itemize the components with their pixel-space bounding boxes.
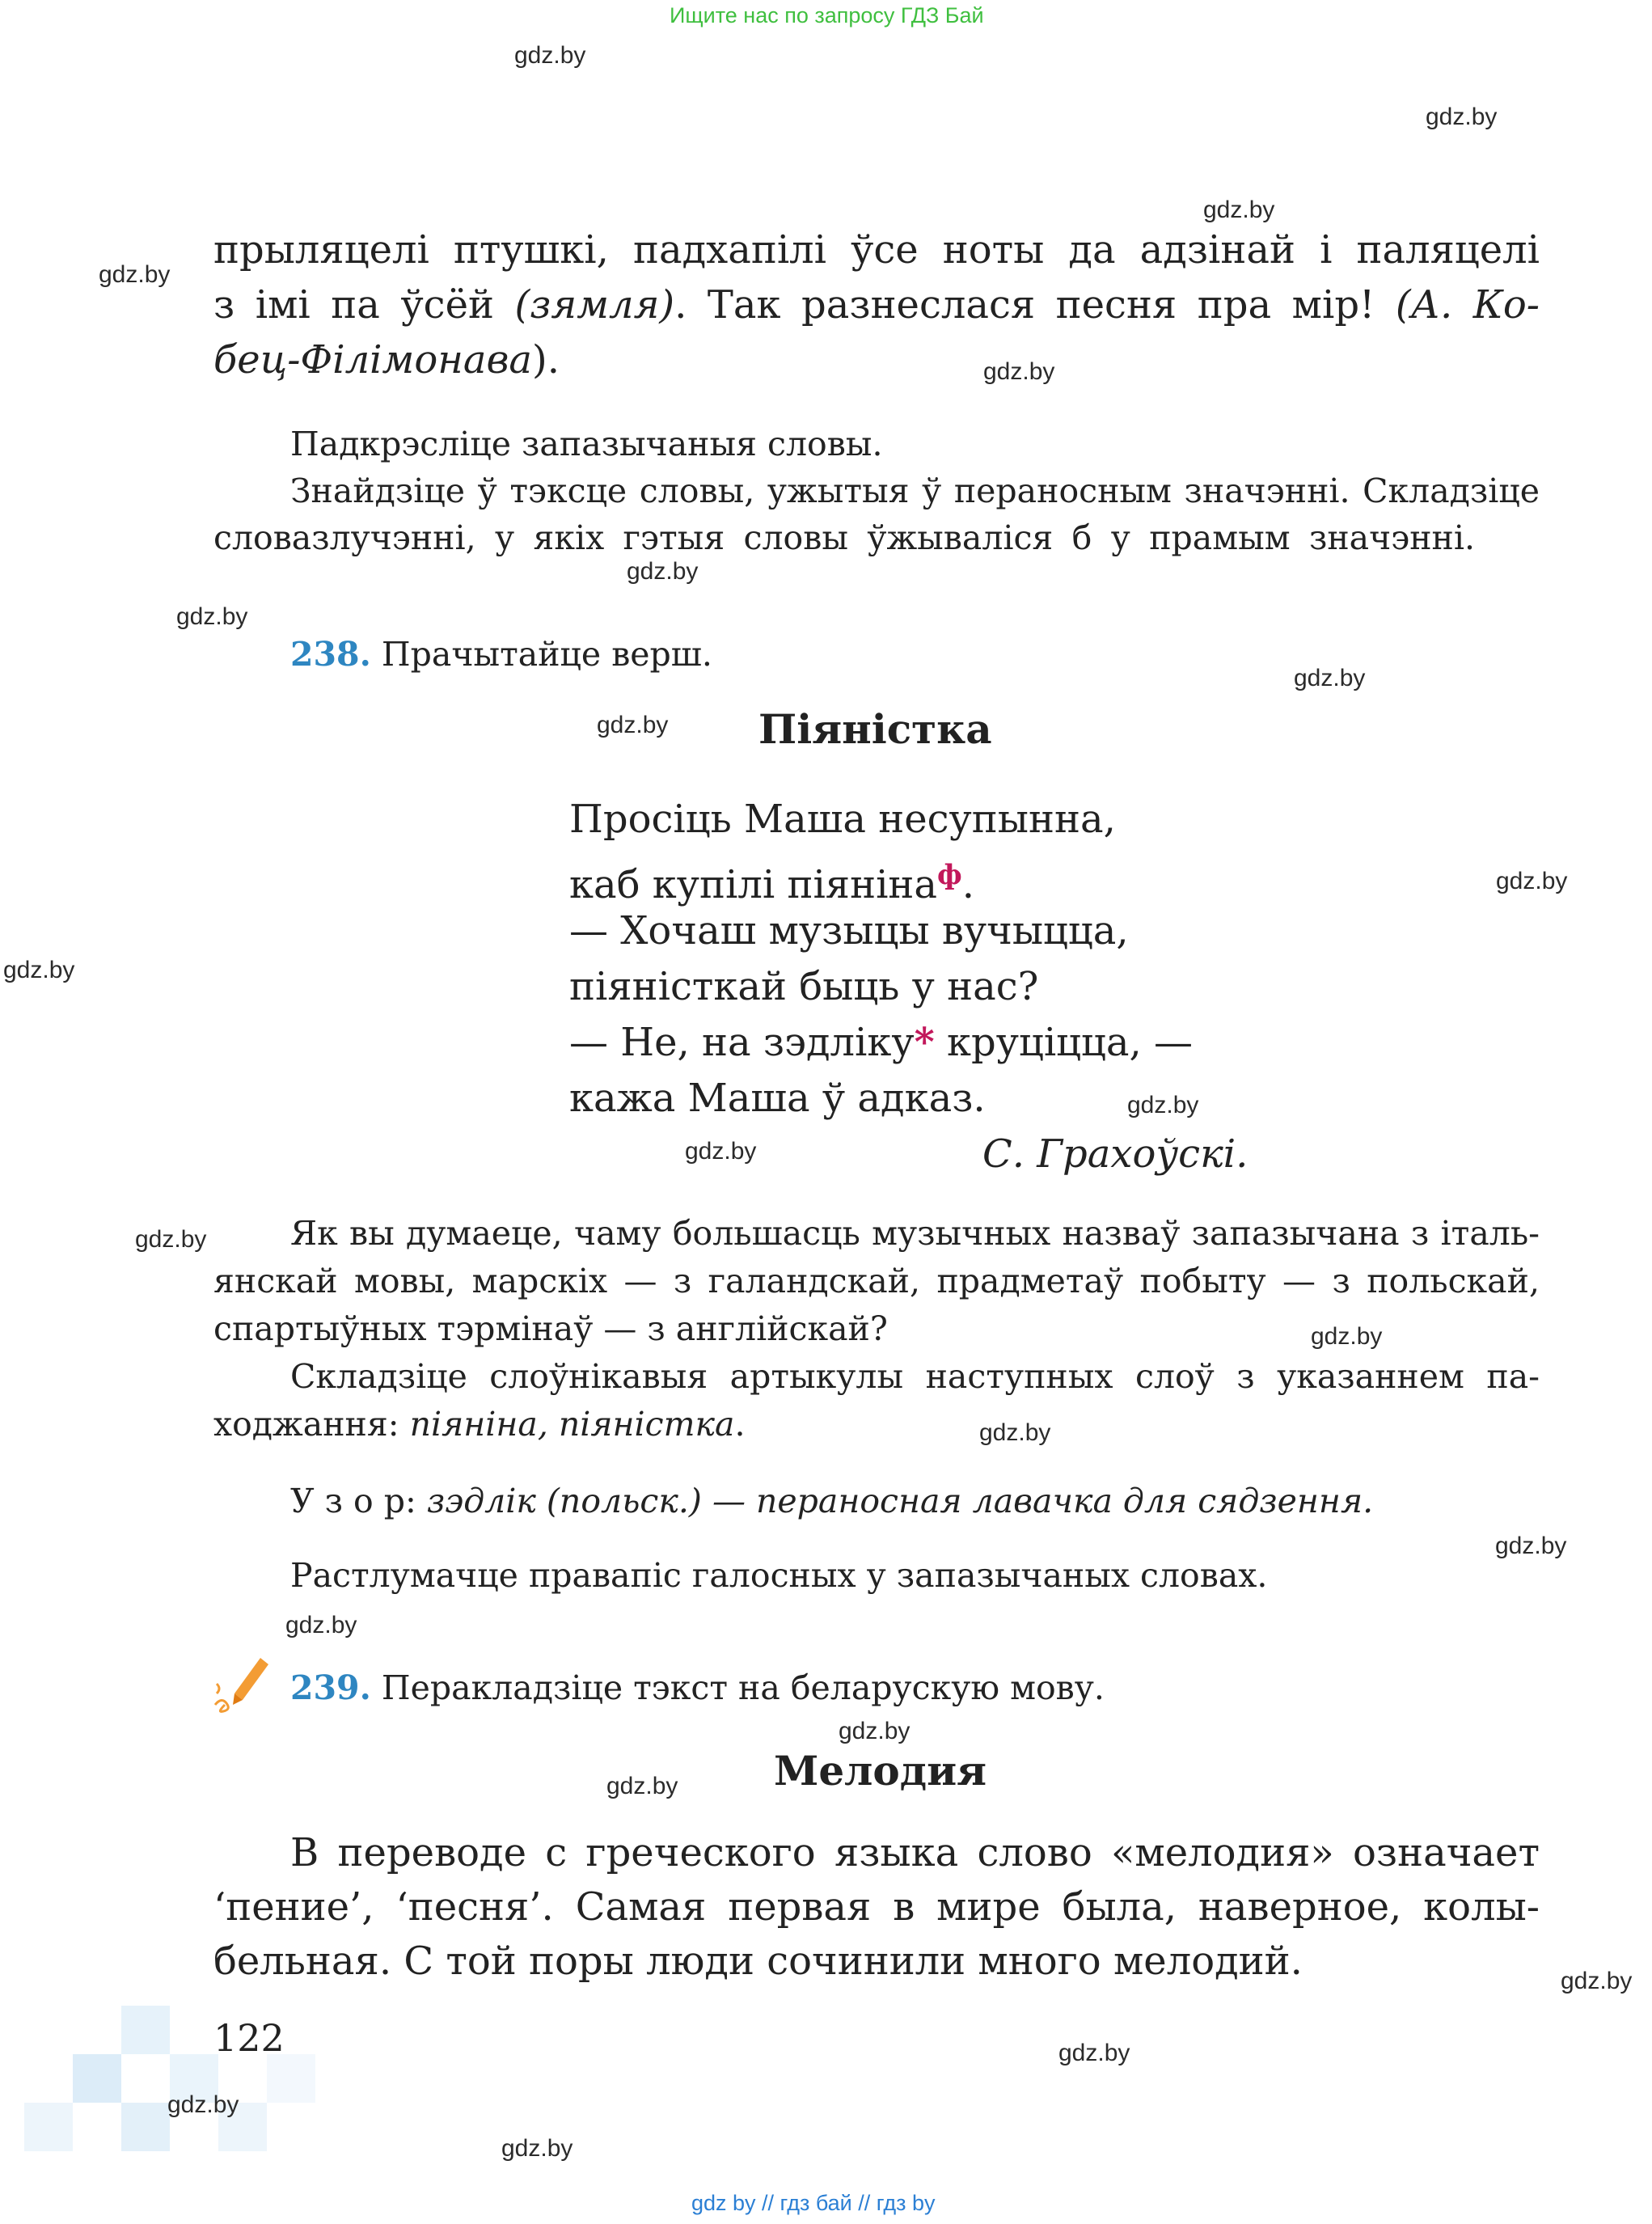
poem-line: Просіць Маша несупынна,	[569, 797, 1116, 842]
task-text: Знайдзіце ў тэксце словы, ужытыя ў пераносным значэнні. Складзіце	[290, 471, 1540, 510]
task-text: ходжання: піяніна, піяністка.	[213, 1405, 746, 1444]
text-line: прыляцелі птушкі, падхапілі ўсе ноты да адзінай і паляцелі	[213, 227, 1540, 273]
poem-line: кажа Маша ў адказ.	[569, 1076, 986, 1121]
poem-author: С. Грахоўскі.	[982, 1131, 1249, 1177]
poem-line: — Хочаш музыцы вучыцца,	[569, 908, 1129, 953]
watermark: gdz.by	[1127, 1092, 1199, 1118]
footnote-phi: ф	[937, 859, 962, 891]
watermark: gdz.by	[167, 2091, 239, 2118]
task-text: словазлучэнні, у якіх гэтыя словы ўжываліся б у прамым значэнні.	[213, 518, 1475, 557]
watermark: gdz.by	[514, 42, 586, 69]
watermark: gdz.by	[627, 558, 699, 585]
task-text: спартыўных тэрмінаў — з англійскай?	[213, 1309, 888, 1348]
watermark: gdz.by	[1294, 665, 1366, 691]
watermark: gdz.by	[1426, 104, 1498, 130]
watermark: gdz.by	[597, 712, 669, 738]
watermark: gdz.by	[1561, 1968, 1633, 1994]
task-text: Растлумачце правапіс галосных у запазычаных словах.	[290, 1556, 1268, 1595]
pen-icon	[210, 1648, 275, 1713]
watermark: gdz.by	[1311, 1323, 1383, 1350]
watermark: gdz.by	[685, 1138, 757, 1165]
watermark: gdz.by	[983, 358, 1055, 385]
poem-title: Піяністка	[758, 705, 992, 753]
watermark: gdz.by	[3, 957, 75, 983]
footer-links[interactable]: gdz by // гдз бай // гдз by	[691, 2191, 936, 2215]
watermark: gdz.by	[1495, 1533, 1567, 1559]
exercise-238: 238. Прачытайце верш.	[290, 635, 712, 674]
task-text: янскай мовы, марскіх — з галандскай, прадметаў побыту — з польскай,	[213, 1262, 1540, 1300]
text-title: Мелодия	[774, 1747, 987, 1795]
watermark: gdz.by	[1058, 2040, 1130, 2066]
text-line: з імі па ўсёй (зямля). Так разнеслася песня пра мір! (А. Ко-	[213, 282, 1540, 328]
watermark: gdz.by	[176, 603, 248, 630]
text-line: В переводе с греческого языка слово «мелодия» означает	[290, 1830, 1540, 1875]
exercise-number: 238.	[290, 635, 371, 674]
footnote-star: *	[914, 1020, 935, 1065]
watermark: gdz.by	[285, 1612, 357, 1638]
exercise-number: 239.	[290, 1668, 371, 1707]
top-banner[interactable]: Ищите нас по запросу ГДЗ Бай	[670, 3, 984, 27]
poem-line: піяністкай быць у нас?	[569, 964, 1039, 1009]
task-text: Падкрэсліце запазычаныя словы.	[290, 425, 883, 463]
watermark: gdz.by	[1496, 868, 1568, 894]
poem-line: — Не, на зэдліку* круціцца, —	[569, 1020, 1194, 1065]
text-line: бец-Філімонава).	[213, 337, 560, 383]
exercise-239: 239. Перакладзіце тэкст на беларускую мову.	[290, 1668, 1105, 1707]
watermark: gdz.by	[979, 1419, 1051, 1446]
task-text: Як вы думаеце, чаму большасць музычных назваў запазычана з італь-	[290, 1214, 1540, 1253]
text-line: бельная. С той поры люди сочинили много мелодий.	[213, 1939, 1303, 1984]
watermark: gdz.by	[99, 261, 171, 288]
watermark: gdz.by	[501, 2135, 573, 2162]
page-number: 122	[213, 2016, 285, 2060]
watermark: gdz.by	[1203, 197, 1275, 223]
watermark: gdz.by	[606, 1773, 678, 1799]
task-text: Складзіце слоўнікавыя артыкулы наступных слоў з указаннем па-	[290, 1357, 1540, 1396]
text-line: ‘пение’, ‘песня’. Самая первая в мире была, наверное, колы-	[213, 1884, 1540, 1930]
watermark: gdz.by	[839, 1718, 911, 1744]
poem-line: каб купілі піяніна$^ф$.	[569, 859, 974, 907]
watermark: gdz.by	[135, 1226, 207, 1253]
pattern-example: У з о р: зэдлік (польск.) — пераносная лавачка для сядзення.	[290, 1482, 1374, 1520]
